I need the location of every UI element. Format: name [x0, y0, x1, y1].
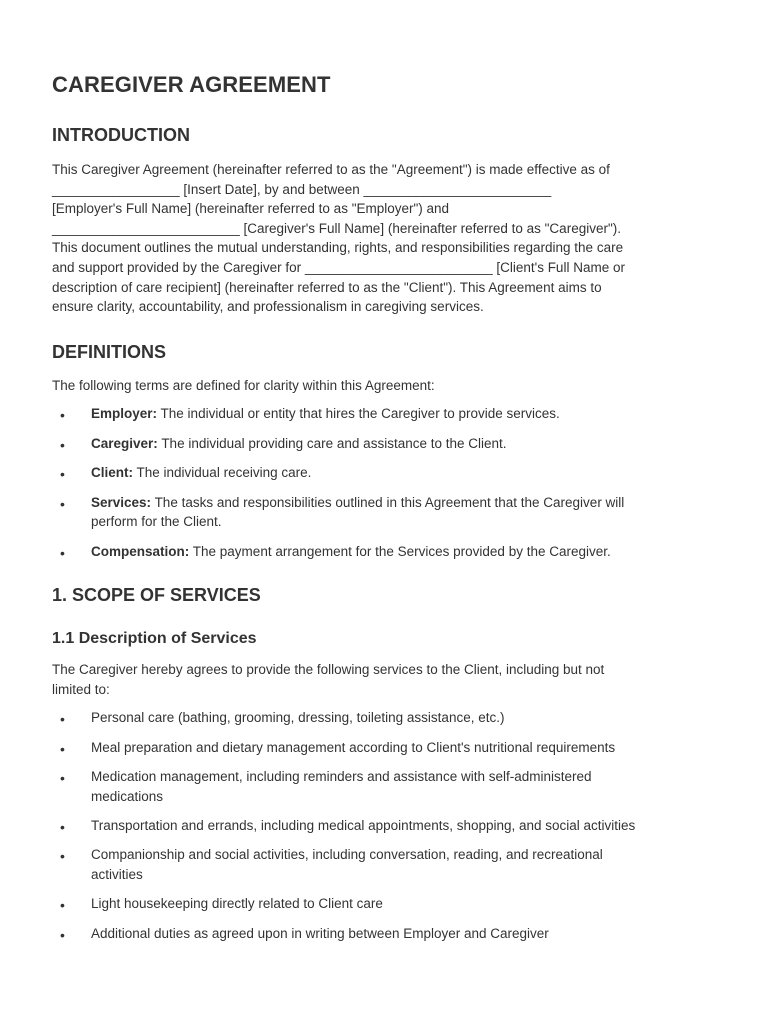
service-text: Meal preparation and dietary management according to Client's nutritional requirements: [91, 739, 616, 755]
service-item: [52, 845, 732, 884]
document-body: [52, 70, 732, 943]
service-text: Light housekeeping directly related to Client care: [91, 896, 383, 912]
definition-text: The payment arrangement for the Services provided by the Caregiver.: [192, 543, 611, 559]
definition-item: [52, 493, 732, 532]
intro-line: and support provided by the Caregiver for _________________________ [Client's Full Name or: [52, 259, 625, 275]
introduction-heading: INTRODUCTION: [52, 125, 190, 145]
scope-intro-line: The Caregiver hereby agrees to provide the following services to the Client, including but not: [52, 662, 605, 678]
service-item: [52, 708, 732, 728]
service-item: [52, 767, 732, 806]
definition-term: Caregiver:: [91, 435, 158, 451]
definitions-heading: DEFINITIONS: [52, 341, 167, 362]
definition-text: The tasks and responsibilities outlined in this Agreement that the Caregiver will: [154, 494, 625, 510]
service-text: activities: [91, 867, 143, 883]
service-text: Additional duties as agreed upon in writing between Employer and Caregiver: [91, 925, 549, 941]
services-list: [52, 708, 732, 943]
service-text: Companionship and social activities, including conversation, reading, and recreational: [91, 847, 603, 863]
intro-line: This Caregiver Agreement (hereinafter referred to as the "Agreement") is made effective as of: [52, 162, 610, 177]
scope-intro-line: limited to:: [52, 681, 110, 697]
intro-line: _________________ [Insert Date], by and between _________________________: [52, 181, 552, 197]
definitions-list: [52, 404, 732, 561]
definition-text: The individual receiving care.: [136, 465, 312, 481]
intro-line: This document outlines the mutual understanding, rights, and responsibilities regarding the care: [52, 240, 624, 256]
service-text: Transportation and errands, including medical appointments, shopping, and social activities: [91, 818, 636, 834]
definition-item: [52, 404, 732, 424]
document-title: CAREGIVER AGREEMENT: [52, 72, 331, 97]
service-text: Medication management, including reminders and assistance with self-administered: [91, 769, 592, 785]
definition-item: [52, 463, 732, 483]
definition-text: The individual providing care and assistance to the Client.: [161, 435, 507, 451]
intro-line: description of care recipient] (hereinafter referred to as the "Client"). This Agreement aims to: [52, 279, 602, 295]
scope-intro: [52, 660, 732, 699]
intro-line: [Employer's Full Name] (hereinafter referred to as "Employer") and: [52, 201, 450, 217]
definition-item: [52, 434, 732, 454]
intro-line: ensure clarity, accountability, and professionalism in caregiving services.: [52, 299, 484, 315]
intro-line: _________________________ [Caregiver's Full Name] (hereinafter referred to as "Caregiver").: [52, 220, 621, 236]
introduction-paragraph: [52, 160, 732, 317]
definition-term: Client:: [91, 465, 133, 481]
definition-term: Employer:: [91, 406, 158, 422]
definition-item: [52, 542, 732, 562]
definition-text: The individual or entity that hires the Caregiver to provide services.: [160, 406, 560, 422]
service-item: [52, 894, 732, 914]
service-item: [52, 924, 732, 944]
definition-term: Services:: [91, 494, 152, 510]
definition-term: Compensation:: [91, 543, 190, 559]
service-item: [52, 816, 732, 836]
service-item: [52, 738, 732, 758]
service-text: Personal care (bathing, grooming, dressing, toileting assistance, etc.): [91, 710, 505, 726]
scope-heading: 1. SCOPE OF SERVICES: [52, 585, 261, 606]
definitions-intro: The following terms are defined for clarity within this Agreement:: [52, 377, 435, 393]
scope-subheading: 1.1 Description of Services: [52, 630, 257, 648]
service-text: medications: [91, 788, 164, 804]
definition-text: perform for the Client.: [91, 514, 222, 530]
